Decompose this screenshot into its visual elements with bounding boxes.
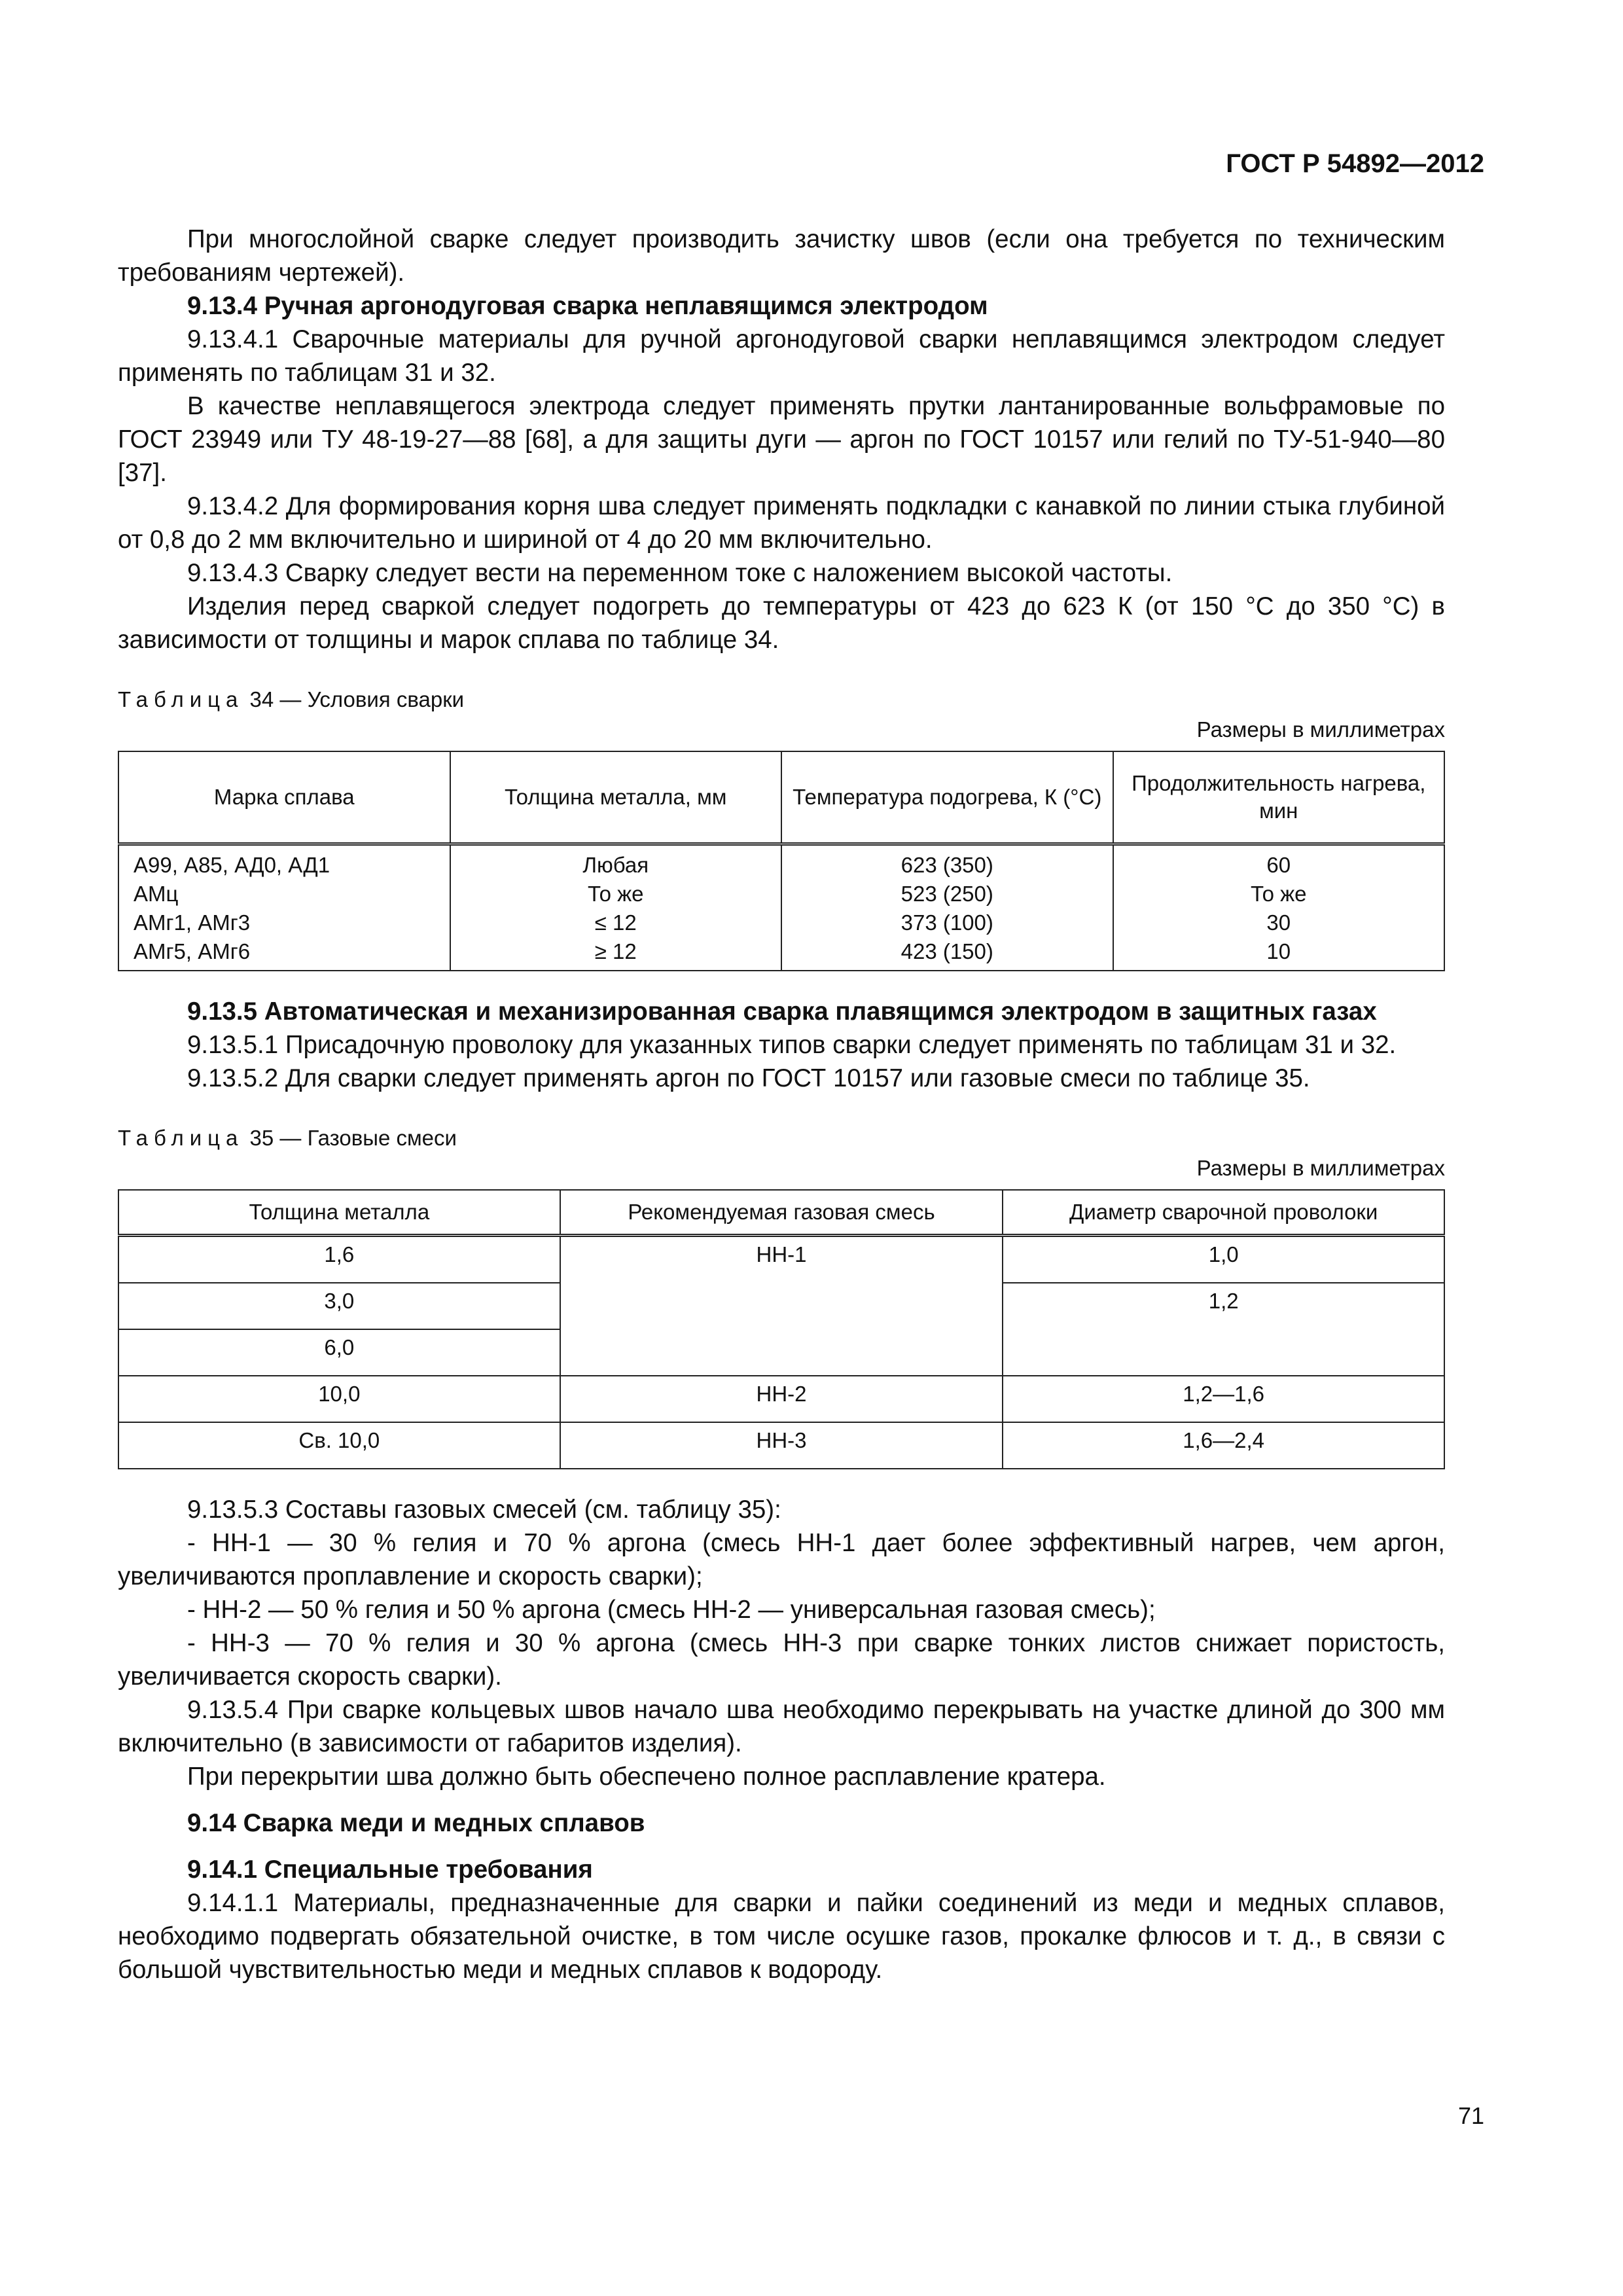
table-cell: 1,2—1,6	[1003, 1376, 1444, 1422]
welding-conditions-table	[118, 751, 1445, 971]
column-header: Рекомендуемая газовая смесь	[560, 1190, 1003, 1236]
paragraph: 9.13.5.1 Присадочную проволоку для указанных типов сварки следует применять по таблицам 31 и 32.	[187, 1031, 1397, 1059]
table-cell: 373 (100)	[901, 910, 993, 935]
paragraph: 9.13.4.3 Сварку следует вести на переменном токе с наложением высокой частоты.	[187, 559, 1173, 587]
table-cell: АМц	[134, 882, 179, 906]
table-cell: 1,6—2,4	[1003, 1422, 1444, 1469]
table-cell: 60	[1266, 853, 1291, 877]
list-item: - НН-2 — 50 % гелия и 50 % аргона (смесь НН-2 — универсальная газовая смесь);	[187, 1596, 1156, 1624]
table-caption-label: Таблица	[118, 687, 244, 711]
table-caption	[118, 1124, 1445, 1153]
table-cell: 1,6	[118, 1236, 560, 1283]
paragraph: 9.13.5.2 Для сварки следует применять аргон по ГОСТ 10157 или газовые смеси по таблице 35.	[187, 1064, 1310, 1092]
table-cell: ≤ 12	[594, 910, 637, 935]
table-cell: Св. 10,0	[118, 1422, 560, 1469]
table-row	[118, 1376, 1444, 1422]
thickness-cell	[450, 844, 782, 971]
dimensions-note: Размеры в миллиметрах	[1196, 1156, 1445, 1180]
paragraph: 9.13.4.2 Для формирования корня шва следует применять подкладки с канавкой по линии стыка глубиной от 0,8 до 2 мм включительно и шириной от 4 до 20 мм включительно.	[118, 492, 1445, 554]
list-item: - НН-1 — 30 % гелия и 70 % аргона (смесь НН-1 дает более эффективный нагрев, чем аргон, увеличиваются проплавление и скорость сварки);	[118, 1529, 1445, 1590]
column-header: Диаметр сварочной проволоки	[1003, 1190, 1444, 1236]
table-caption	[118, 685, 1445, 714]
section-heading: 9.14 Сварка меди и медных сплавов	[187, 1809, 645, 1837]
section-heading: 9.13.5 Автоматическая и механизированная сварка плавящимся электродом в защитных газах	[187, 997, 1377, 1026]
table-cell: ≥ 12	[594, 939, 637, 963]
table-caption-text: 34 — Условия сварки	[243, 687, 465, 711]
paragraph: В качестве неплавящегося электрода следует применять прутки лантанированные вольфрамовые по ГОСТ 23949 или ТУ 48-19-27—88 [68], а для защиты дуги — аргон по ГОСТ 10157 или гелий по ТУ-51-940—80 [37].	[118, 392, 1445, 487]
table-cell: 1,0	[1003, 1236, 1444, 1283]
table-cell: 10	[1266, 939, 1291, 963]
preheat-temperature-cell	[781, 844, 1113, 971]
table-cell: НН-2	[560, 1376, 1003, 1422]
alloy-grade-cell	[118, 844, 450, 971]
table-cell: АМг5, АМг6	[134, 939, 251, 963]
table-cell: То же	[1250, 882, 1307, 906]
table-row	[118, 1422, 1444, 1469]
list-item: - НН-3 — 70 % гелия и 30 % аргона (смесь НН-3 при сварке тонких листов снижает пористость, увеличивается скорость сварки).	[118, 1629, 1445, 1691]
column-header: Толщина металла	[118, 1190, 560, 1236]
table-row	[118, 844, 1444, 971]
document-body	[118, 223, 1445, 1986]
table-row	[118, 1236, 1444, 1283]
table-cell: 3,0	[118, 1283, 560, 1329]
column-header: Продолжительность нагрева, мин	[1113, 751, 1445, 844]
subsection-heading: 9.14.1 Специальные требования	[187, 1856, 593, 1884]
table-cell: 423 (150)	[901, 939, 993, 963]
table-caption-label: Таблица	[118, 1126, 244, 1150]
table-cell: Любая	[582, 853, 649, 877]
page-number: 71	[1457, 2102, 1484, 2129]
table-cell: А99, А85, АД0, АД1	[134, 853, 330, 877]
paragraph: При перекрытии шва должно быть обеспечено полное расплавление кратера.	[187, 1763, 1106, 1791]
paragraph: 9.14.1.1 Материалы, предназначенные для сварки и пайки соединений из меди и медных сплавов, необходимо подвергать обязательной очистке, в том числе осушке газов, прокалке флюсов и т. д., в связи с большой чувствительностью меди и медных сплавов к водороду.	[118, 1889, 1445, 1984]
table-cell: 1,2	[1003, 1283, 1444, 1376]
paragraph: 9.13.5.4 При сварке кольцевых швов начало шва необходимо перекрывать на участке длиной до 300 мм включительно (в зависимости от габаритов изделия).	[118, 1696, 1445, 1757]
table-cell: То же	[587, 882, 644, 906]
column-header: Марка сплава	[118, 751, 450, 844]
paragraph: 9.13.5.3 Составы газовых смесей (см. таблицу 35):	[187, 1496, 781, 1524]
paragraph: 9.13.4.1 Сварочные материалы для ручной аргонодуговой сварки неплавящимся электродом следует применять по таблицам 31 и 32.	[118, 325, 1445, 387]
table-cell: 10,0	[118, 1376, 560, 1422]
column-header: Толщина металла, мм	[450, 751, 782, 844]
section-heading: 9.13.4 Ручная аргонодуговая сварка неплавящимся электродом	[187, 292, 988, 320]
table-cell: НН-3	[560, 1422, 1003, 1469]
gas-mixtures-table	[118, 1189, 1445, 1469]
paragraph: При многослойной сварке следует производить зачистку швов (если она требуется по техническим требованиям чертежей).	[118, 225, 1445, 287]
column-header: Температура подогрева, К (°С)	[781, 751, 1113, 844]
table-cell: АМг1, АМг3	[134, 910, 251, 935]
table-header-row	[118, 751, 1444, 844]
table-cell: 30	[1266, 910, 1291, 935]
dimensions-note: Размеры в миллиметрах	[1196, 717, 1445, 742]
document-code: ГОСТ Р 54892—2012	[1226, 149, 1484, 178]
table-cell: 623 (350)	[901, 853, 993, 877]
table-cell: 6,0	[118, 1329, 560, 1376]
table-cell: НН-1	[560, 1236, 1003, 1376]
paragraph: Изделия перед сваркой следует подогреть до температуры от 423 до 623 К (от 150 °С до 350 °С) в зависимости от толщины и марок сплава по таблице 34.	[118, 592, 1445, 654]
table-cell: 523 (250)	[901, 882, 993, 906]
table-header-row	[118, 1190, 1444, 1236]
heating-duration-cell	[1113, 844, 1445, 971]
table-caption-text: 35 — Газовые смеси	[243, 1126, 457, 1150]
